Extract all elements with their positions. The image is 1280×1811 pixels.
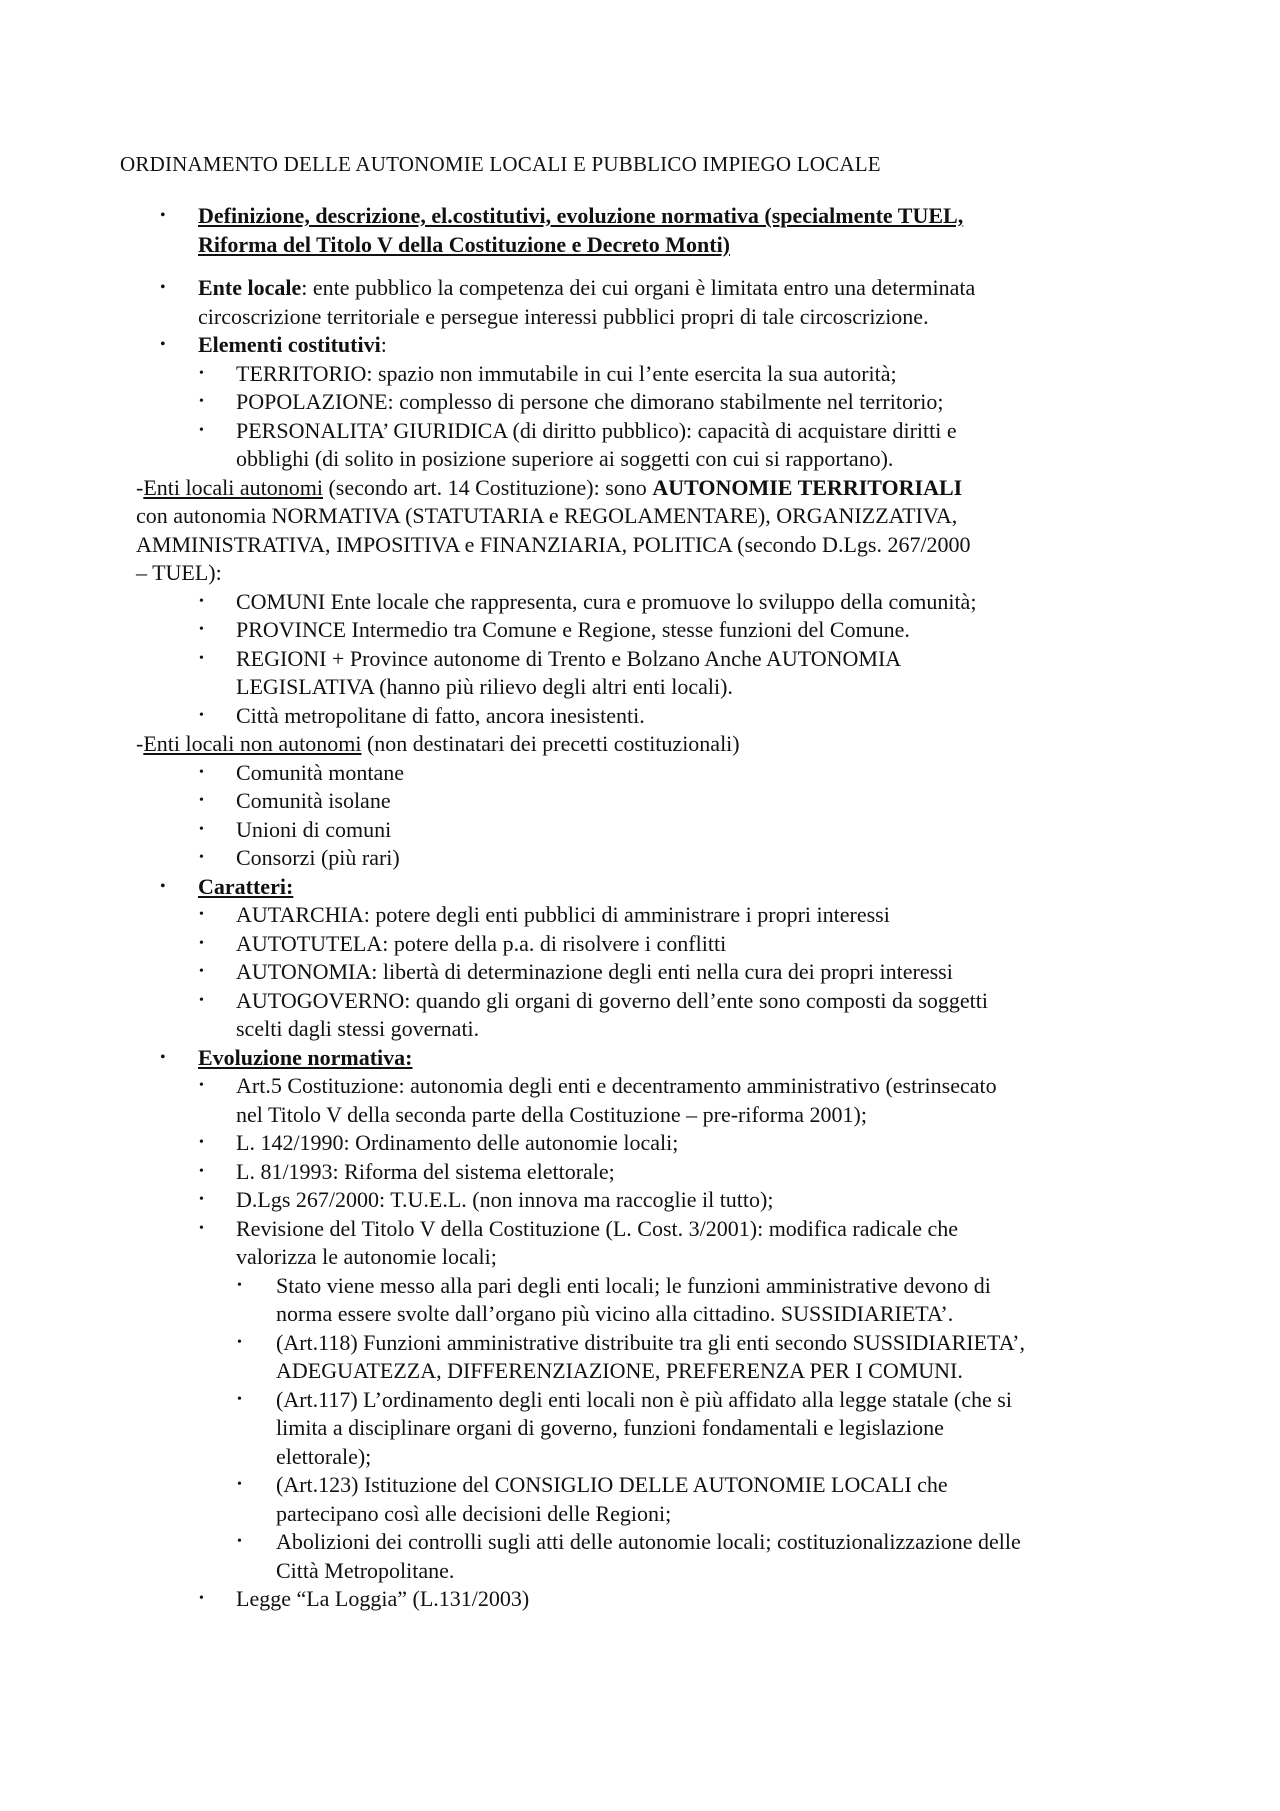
term-caratteri: Caratteri: bbox=[198, 873, 294, 899]
list-item: • Consorzi (più rari) bbox=[158, 844, 1158, 873]
bullet-icon: • bbox=[199, 650, 204, 666]
list-item: • AUTOGOVERNO: quando gli organi di governo dell’ente sono composti da soggetti scelti dagli stessi governati. bbox=[199, 987, 988, 1041]
paragraph-enti-autonomi: -Enti locali autonomi (secondo art. 14 Costituzione): sono AUTONOMIE TERRITORIALI con autonomia NORMATIVA (STATUTARIA e REGOLAMENTARE), ORGANIZZATIVA, AMMINISTRATIVA, IMPOSITIVA e FINANZIARIA, POLITICA (secondo D.Lgs. 267/2000 – TUEL): bbox=[136, 474, 971, 585]
bullet-icon: • bbox=[199, 1163, 204, 1179]
list-item: • D.Lgs 267/2000: T.U.E.L. (non innova ma raccoglie il tutto); bbox=[158, 1186, 1158, 1215]
list-item: • COMUNI Ente locale che rappresenta, cura e promuove lo sviluppo della comunità; bbox=[158, 588, 1158, 617]
list-item: • AUTOTUTELA: potere della p.a. di risolvere i conflitti bbox=[158, 930, 1158, 959]
bullet-icon: • bbox=[199, 907, 204, 922]
list-item: • POPOLAZIONE: complesso di persone che dimorano stabilmente nel territorio; bbox=[158, 388, 1158, 417]
bullet-icon: • bbox=[199, 1078, 204, 1093]
bullet-icon: • bbox=[199, 821, 204, 837]
bullet-icon: • bbox=[199, 793, 204, 808]
list-item: • Revisione del Titolo V della Costituzione (L. Cost. 3/2001): modifica radicale che valorizza le autonomie locali; bbox=[199, 1215, 959, 1269]
list-item: • L. 81/1993: Riforma del sistema elettorale; bbox=[158, 1158, 1158, 1187]
bullet-icon: • bbox=[199, 1220, 204, 1236]
paragraph-enti-non-autonomi: -Enti locali non autonomi (non destinatari dei precetti costituzionali) bbox=[136, 731, 740, 756]
list-item: • TERRITORIO: spazio non immutabile in cui l’ente esercita la sua autorità; bbox=[158, 360, 1158, 389]
list-item: • Città metropolitane di fatto, ancora inesistenti. bbox=[158, 702, 1158, 731]
bullet-icon: • bbox=[237, 1391, 242, 1407]
list-item: • REGIONI + Province autonome di Trento e Bolzano Anche AUTONOMIA LEGISLATIVA (hanno più rilievo degli altri enti locali). bbox=[199, 645, 902, 699]
list-item: • Comunità montane bbox=[158, 759, 1158, 788]
heading-line-2: Riforma del Titolo V della Costituzione e Decreto Monti) bbox=[198, 231, 731, 257]
sub-list-item: • Abolizioni dei controlli sugli atti delle autonomie locali; costituzionalizzazione delle Città Metropolitane. bbox=[237, 1529, 1021, 1583]
term-enti-non-autonomi: Enti locali non autonomi bbox=[143, 731, 362, 756]
bullet-icon: • bbox=[199, 850, 204, 865]
list-item: • AUTARCHIA: potere degli enti pubblici di amministrare i propri interessi bbox=[158, 901, 1158, 930]
bullet-icon: • bbox=[237, 1334, 242, 1350]
term-ente-locale: Ente locale bbox=[198, 275, 302, 300]
bullet-icon: • bbox=[199, 593, 204, 609]
bullet-icon: • bbox=[199, 365, 204, 381]
list-item: • Art.5 Costituzione: autonomia degli enti e decentramento amministrativo (estrinsecato nel Titolo V della seconda parte della Costituzione – pre-riforma 2001); bbox=[199, 1073, 997, 1127]
bullet-icon: • bbox=[160, 279, 166, 296]
sub-list-item: • Stato viene messo alla pari degli enti locali; le funzioni amministrative devono di norma essere svolte dall’organo più vicino alla cittadino. SUSSIDIARIETA’. bbox=[237, 1272, 991, 1326]
bullet-icon: • bbox=[237, 1477, 242, 1492]
bullet-icon: • bbox=[199, 394, 204, 409]
list-item: • AUTONOMIA: libertà di determinazione degli enti nella cura dei propri interessi bbox=[158, 958, 1158, 987]
list-item-ente-locale: • Ente locale: ente pubblico la competenza dei cui organi è limitata entro una determinata circoscrizione territoriale e persegue interessi pubblici propri di tale circoscrizione. bbox=[160, 275, 976, 329]
document-title: ORDINAMENTO DELLE AUTONOMIE LOCALI E PUBBLICO IMPIEGO LOCALE bbox=[120, 152, 881, 176]
bullet-icon: • bbox=[160, 877, 166, 895]
sub-list-item: • (Art.123) Istituzione del CONSIGLIO DELLE AUTONOMIE LOCALI che partecipano così alle decisioni delle Regioni; bbox=[237, 1472, 948, 1526]
bullet-icon: • bbox=[199, 622, 204, 637]
document-body bbox=[136, 202, 1158, 1614]
bullet-icon: • bbox=[160, 1048, 166, 1066]
list-item: • Legge “La Loggia” (L.131/2003) bbox=[158, 1585, 1158, 1614]
list-item: • PROVINCE Intermedio tra Comune e Regione, stesse funzioni del Comune. bbox=[158, 616, 1158, 645]
term-enti-autonomi: Enti locali autonomi bbox=[143, 474, 323, 500]
bullet-icon: • bbox=[160, 336, 166, 353]
bullet-icon: • bbox=[199, 935, 204, 951]
list-item: • PERSONALITA’ GIURIDICA (di diritto pubblico): capacità di acquistare diritti e obblighi (di solito in posizione superiore ai soggetti con cui si rapportano). bbox=[199, 417, 957, 471]
bullet-icon: • bbox=[199, 1591, 204, 1606]
list-item: • Unioni di comuni bbox=[158, 816, 1158, 845]
bullet-icon: • bbox=[160, 207, 166, 224]
bullet-icon: • bbox=[199, 992, 204, 1008]
sub-list-item: • (Art.118) Funzioni amministrative distribuite tra gli enti secondo SUSSIDIARIETA’, ADEGUATEZZA, DIFFERENZIAZIONE, PREFERENZA PER I COMUNI. bbox=[237, 1329, 1025, 1383]
bullet-icon: • bbox=[199, 1192, 204, 1207]
list-item-heading bbox=[158, 202, 1158, 259]
list-item-elementi: • Elementi costitutivi: bbox=[158, 331, 1158, 360]
bullet-icon: • bbox=[199, 964, 204, 979]
heading-line-1: Definizione, descrizione, el.costitutivi, evoluzione normativa (specialmente TUEL, bbox=[198, 203, 964, 228]
list-item: • L. 142/1990: Ordinamento delle autonomie locali; bbox=[158, 1129, 1158, 1158]
bullet-icon: • bbox=[237, 1534, 242, 1549]
bullet-icon: • bbox=[199, 1135, 204, 1150]
bullet-icon: • bbox=[237, 1277, 242, 1293]
list-item: • Comunità isolane bbox=[158, 787, 1158, 816]
bullet-icon: • bbox=[199, 764, 204, 780]
term-evoluzione: Evoluzione normativa: bbox=[198, 1044, 413, 1070]
list-item-caratteri bbox=[158, 873, 1158, 902]
bullet-icon: • bbox=[199, 422, 204, 438]
list-item-evoluzione bbox=[158, 1044, 1158, 1073]
sub-list-item: • (Art.117) L’ordinamento degli enti locali non è più affidato alla legge statale (che si limita a disciplinare organi di governo, funzioni fondamentali e legislazione elettorale); bbox=[237, 1386, 1012, 1469]
bullet-icon: • bbox=[199, 707, 204, 723]
term-elementi: Elementi costitutivi bbox=[198, 332, 381, 357]
